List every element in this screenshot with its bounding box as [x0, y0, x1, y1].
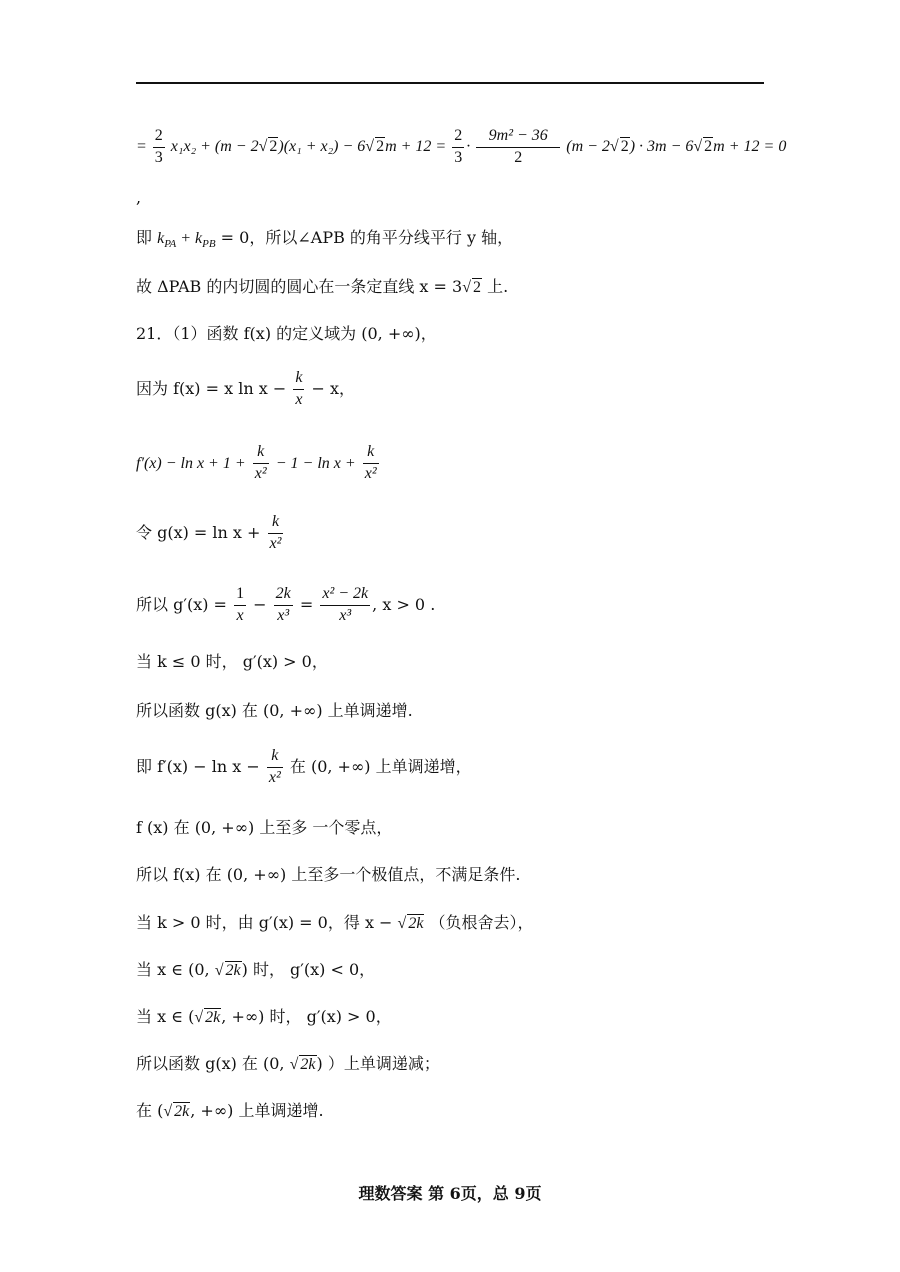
term: ) · 3m − 6 [629, 137, 694, 155]
equals-sign: = [136, 137, 147, 155]
equation-line-1: = $\frac{2}{3}$ x₁x₂ + (m − 2√ 2)(x₁ + x₂) − 6√ 2m + 12 = $\frac{2}{3}$ · $\frac{\text{9m² − 36}}{2}$ (m − 2√ 2) · 3m − 6√ 2m + 12 = 0 [136, 127, 787, 166]
minus: − [253, 594, 267, 614]
text: ) ）上单调递减； [316, 1054, 440, 1073]
subscript-pa: PA [164, 238, 177, 251]
term: x₁x₂ + (m − 2 [170, 137, 259, 155]
term: m + 12 = [385, 137, 447, 155]
header-rule [136, 82, 764, 84]
sqrt-2: 2 [473, 279, 481, 296]
text: − x， [311, 378, 356, 398]
equation-line-6 [136, 370, 355, 409]
text: 令 g(x) = ln x + [136, 522, 261, 542]
equation-line-19: 在 (√ 2k, +∞) 上单调递增. [136, 1101, 324, 1120]
fraction-9m2-36: $\frac{\text{9m² − 36}}{2}$ [476, 128, 560, 167]
equals: = [299, 594, 314, 614]
fraction-k-x2: $\frac{k}{\text{x²}}$ [254, 443, 267, 482]
sqrt-2k: 2k [300, 1056, 316, 1073]
equation-line-15: 当 k > 0 时，由 g′(x) = 0，得 x − √ 2k （负根舍去）， [136, 913, 534, 932]
text: , +∞) 上单调递增. [190, 1101, 324, 1120]
equation-line-17: 当 x ∈ (√ 2k, +∞) 时， g′(x) > 0， [136, 1007, 392, 1026]
sqrt-2: 2 [704, 137, 713, 155]
text: f′(x) − ln x + 1 + [136, 454, 246, 472]
page-footer: 理数答案 第 6页，总 9页 [358, 1184, 542, 1203]
sqrt-2: 2 [620, 137, 629, 155]
text: 在 ( [136, 1101, 164, 1120]
text: 当 x ∈ (0, [136, 960, 215, 979]
equation-line-16: 当 x ∈ (0, √ 2k) 时， g′(x) < 0， [136, 960, 376, 979]
sqrt-2k: 2k [408, 915, 424, 932]
fraction-1-x: $\frac{1}{x}$ [236, 585, 245, 624]
equation-line-3 [136, 230, 513, 250]
fraction-k-x2: $\frac{k}{\text{x²}}$ [268, 747, 281, 786]
plus-k: + k [176, 230, 203, 247]
equation-line-9 [136, 586, 435, 625]
equation-line-5: 21．（1）函数 f(x) 的定义域为 (0, +∞)， [136, 324, 437, 343]
equation-line-11: 所以函数 g(x) 在 (0, +∞) 上单调递增. [136, 701, 413, 720]
fraction-k-x2-b: $\frac{k}{\text{x²}}$ [364, 443, 377, 482]
equation-line-12 [136, 748, 472, 787]
equation-line-4: 故 ΔPAB 的内切圆的圆心在一条定直线 x = 3√ 2 上. [136, 277, 509, 296]
sqrt-2: 2 [269, 137, 278, 155]
subscript-pb: PB [202, 238, 216, 251]
text: 即 [136, 228, 158, 247]
text: − 1 − ln x + [275, 454, 356, 472]
text: 当 x ∈ ( [136, 1007, 195, 1026]
text: 当 k > 0 时，由 g′(x) = 0，得 x − [136, 913, 398, 932]
dot: · [466, 137, 471, 155]
k: k [157, 230, 165, 247]
equation-line-8 [136, 514, 285, 553]
equation-line-7 [136, 444, 381, 483]
text: 即 f′(x) − ln x − [136, 756, 260, 776]
sqrt-2k: 2k [225, 962, 241, 979]
text: 故 ΔPAB 的内切圆的圆心在一条定直线 x = 3 [136, 277, 463, 296]
sqrt-2k: 2k [174, 1103, 190, 1120]
term: )(x₁ + x₂) − 6 [278, 137, 366, 155]
text: , +∞) 时， g′(x) > 0， [221, 1007, 392, 1026]
text: = 0，所以∠APB 的角平分线平行 y 轴， [215, 228, 514, 247]
fraction-2k-x3: $\frac{2k}{\text{x³}}$ [275, 585, 291, 624]
equation-line-13: f (x) 在 (0, +∞) 上至多 一个零点， [136, 818, 393, 837]
text: （负根舍去）， [424, 913, 534, 932]
fraction-2-3-b: $\frac{2}{3}$ [454, 127, 463, 166]
equation-line-18: 所以函数 g(x) 在 (0, √ 2k) ）上单调递减； [136, 1054, 440, 1073]
fraction-2-3: $\frac{2}{3}$ [154, 127, 163, 166]
text: , x > 0 . [372, 594, 436, 614]
fraction-x2-2k-x3: $\frac{\text{x² − 2k}}{\text{x³}}$ [322, 585, 369, 624]
text: 上. [482, 277, 509, 296]
fraction-k-x: $\frac{k}{x}$ [295, 369, 303, 408]
sqrt-2: 2 [376, 137, 385, 155]
text: 在 (0, +∞) 上单调递增， [289, 756, 472, 776]
term: m + 12 = 0 [713, 137, 787, 155]
equation-line-10: 当 k ≤ 0 时， g′(x) > 0， [136, 652, 328, 671]
text: 所以函数 g(x) 在 (0, [136, 1054, 290, 1073]
text: 因为 f(x) = x ln x − [136, 378, 287, 398]
term: (m − 2 [566, 137, 610, 155]
text: ) 时， g′(x) < 0， [241, 960, 376, 979]
equation-line-2: , [136, 188, 142, 207]
fraction-k-x2: $\frac{k}{\text{x²}}$ [269, 513, 282, 552]
sqrt-2k: 2k [205, 1009, 221, 1026]
text: 所以 g′(x) = [136, 594, 227, 614]
equation-line-14: 所以 f(x) 在 (0, +∞) 上至多一个极值点，不满足条件. [136, 865, 521, 884]
